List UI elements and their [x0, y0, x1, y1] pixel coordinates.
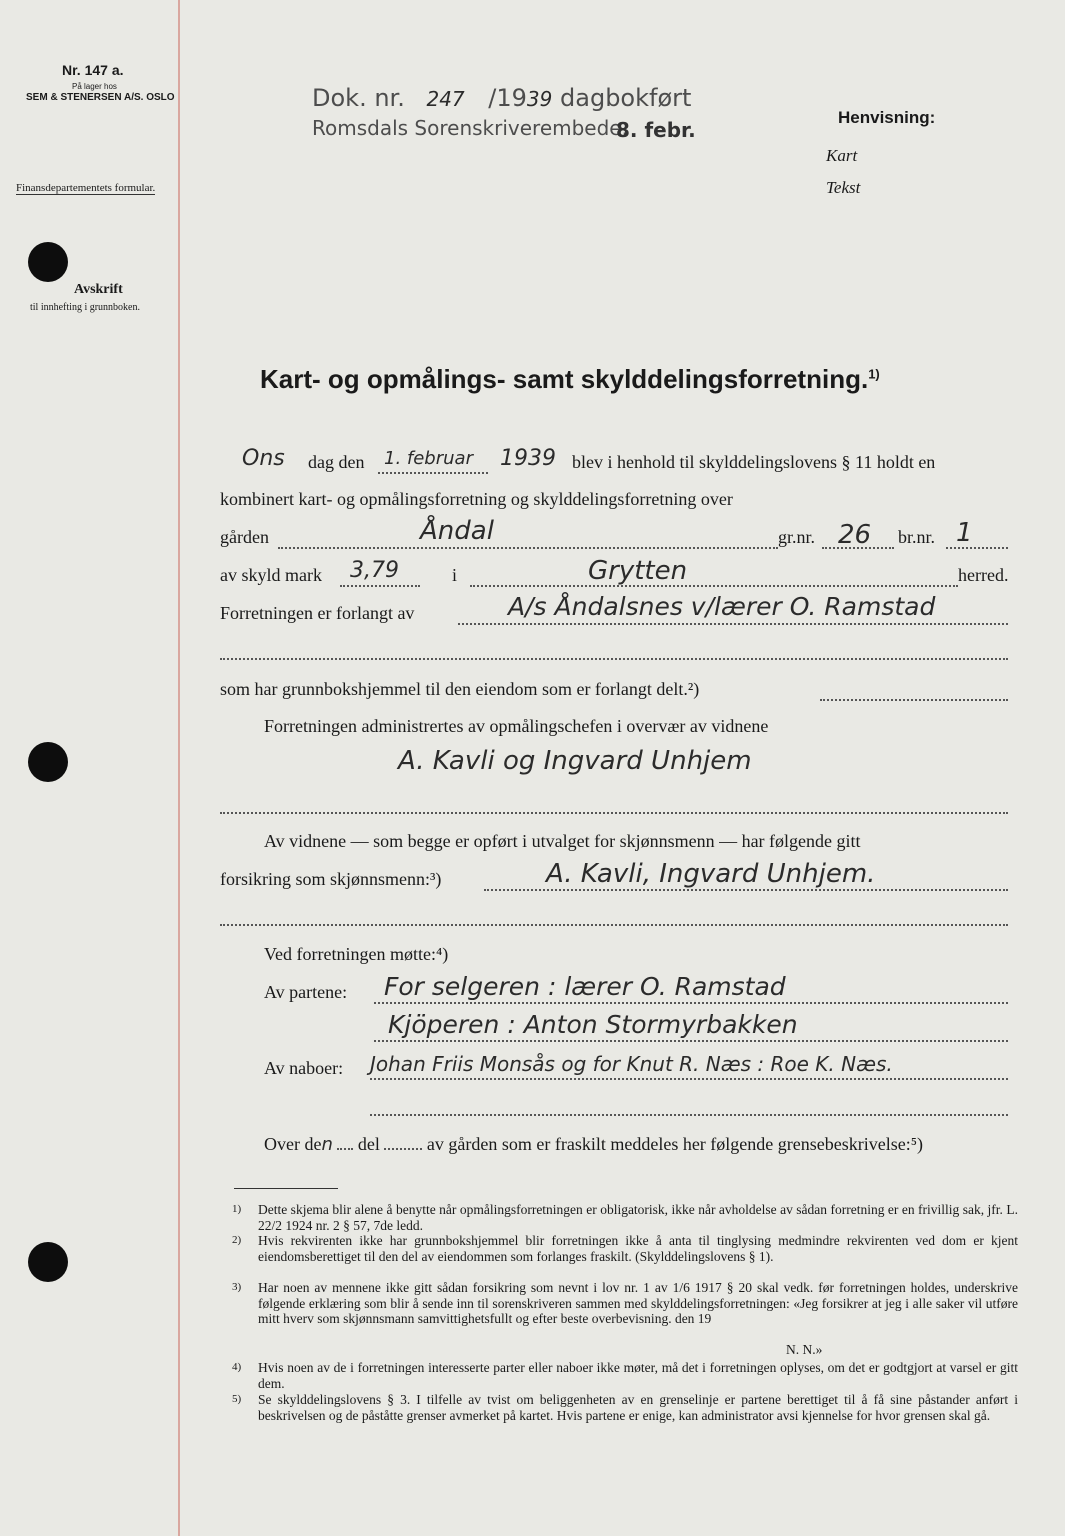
- forsikring-line2: [220, 924, 1008, 926]
- herred-label: herred.: [958, 565, 1009, 585]
- skyld-label: av skyld mark: [220, 565, 322, 585]
- over-del: del: [357, 1134, 380, 1154]
- footnote-1-text: Dette skjema blir alene å benytte når opmålingsforretningen er obligatorisk, ikke når avholdelse av sådan forretning er en frivillig sak, jfr. L. 22/2 1924 nr. 2 § 57, 7de ledd.: [258, 1202, 1018, 1233]
- copy-label: Avskrift: [74, 282, 123, 297]
- forsikring-hw: A. Kavli, Ingvard Unhjem.: [546, 859, 876, 889]
- garden-label: gården: [220, 527, 269, 547]
- punch-hole-bottom: [28, 1242, 68, 1282]
- document-title: [260, 364, 880, 395]
- forlangt-line2: [220, 658, 1008, 660]
- margin-line: [178, 0, 180, 1536]
- naboer-line2: [370, 1114, 1008, 1116]
- stamp-office: Romsdals Sorenskriverembede.: [312, 116, 628, 140]
- witnesses-hw: A. Kavli og Ingvard Unhjem: [398, 746, 752, 776]
- skyld-hw: 3,79: [350, 558, 399, 583]
- footnote-5-num: 5): [232, 1393, 242, 1405]
- grnr-label: gr.nr.: [778, 527, 816, 547]
- reference-label: Henvisning:: [838, 108, 936, 127]
- publisher-line1: På lager hos: [72, 82, 117, 91]
- stamp-year: 39: [526, 87, 553, 111]
- line2-text: kombinert kart- og opmålingsforretning og skylddelingsforretning over: [220, 489, 733, 509]
- skyld-line: [340, 585, 420, 587]
- footnote-2-text: Hvis rekvirenten ikke har grunnbokshjemmel blir forretningen ikke å anta til tinglysing medmindre rekvirenten ved dom er kjent eiendomsberettiget til den del av eiendommen som forlanges fraskilt. (Skylddelingslovens § 1).: [258, 1233, 1018, 1264]
- journal-stamp: [312, 84, 691, 112]
- mote-label: Ved forretningen møtte:⁴): [264, 944, 449, 964]
- footnote-4: [232, 1360, 1018, 1391]
- herred-line: [470, 585, 958, 587]
- copy-sub: til innhefting i grunnboken.: [30, 302, 140, 313]
- admin-text: Forretningen administrertes av opmålingschefen i overvær av vidnene: [264, 716, 769, 736]
- title-text: Kart- og opmålings- samt skylddelingsforretning.: [260, 364, 869, 394]
- hjemmel-text: som har grunnbokshjemmel til den eiendom som er forlangt delt.²): [220, 679, 700, 699]
- over-pre: Over de: [264, 1134, 322, 1154]
- garden-line: [278, 547, 778, 549]
- partene-line2: [374, 1040, 1008, 1042]
- herred-name-hw: Grytten: [588, 556, 688, 586]
- naboer-label: Av naboer:: [264, 1058, 344, 1078]
- footnote-4-text: Hvis noen av de i forretningen interesserte parter eller naboer ikke møter, må det i forretningen oplyses, om det er godtgjort at varsel er gitt dem.: [258, 1360, 1018, 1391]
- partene-line: [374, 1002, 1008, 1004]
- witnesses-line: [220, 812, 1008, 814]
- stamp-doc-label: Dok. nr.: [312, 84, 405, 112]
- footnote-2-num: 2): [232, 1234, 242, 1246]
- farm-name-hw: Åndal: [420, 516, 494, 546]
- date-hw: 1. februar: [384, 448, 473, 469]
- footnote-3-num: 3): [232, 1281, 242, 1293]
- weekday-hw: Ons: [242, 446, 285, 471]
- partene-hw1: For selgeren : lærer O. Ramstad: [384, 972, 786, 1001]
- line1-rest: blev i henhold til skylddelingslovens § 11 holdt en: [572, 452, 936, 472]
- over-rest: av gården som er fraskilt meddeles her følgende grensebeskrivelse:⁵): [426, 1134, 923, 1154]
- dag-den-label: dag den: [308, 452, 365, 472]
- footnote-3-signature: N. N.»: [786, 1342, 823, 1357]
- reference-tekst: Tekst: [826, 178, 861, 197]
- brnr-hw: 1: [956, 518, 973, 548]
- title-footnote-mark: 1): [868, 366, 880, 382]
- grnr-hw: 26: [838, 520, 872, 550]
- form-owner: Finansdepartementets formular.: [16, 182, 156, 194]
- reference-kart: Kart: [826, 146, 858, 165]
- stamp-date: 8. febr.: [616, 118, 696, 142]
- over-text: [264, 1134, 923, 1155]
- year-hw: 1939: [500, 446, 556, 471]
- footnote-3-text: Har noen av mennene ikke gitt sådan forsikring som nevnt i lov nr. 1 av 1/6 1917 § 20 skal vedk. før forretningen holdes, underskrive følgende erklæring som blir å sende inn til sorenskriveren sammen med skylddelingsforretningen: «Jeg forsikrer at jeg i alle saker vil utføre mitt hverv som skjønnsmann samvittighetsfullt og efter beste overbevisning. den 19: [258, 1280, 1018, 1326]
- naboer-line: [370, 1078, 1008, 1080]
- stamp-journal: dagbokført: [560, 84, 692, 112]
- form-number: Nr. 147 a.: [62, 62, 124, 78]
- over-hw: n: [321, 1134, 333, 1155]
- footnote-rule: [234, 1188, 338, 1189]
- hjemmel-line: [820, 699, 1008, 701]
- punch-hole-top: [28, 242, 68, 282]
- date-line: [378, 472, 488, 474]
- brnr-label: br.nr.: [898, 527, 936, 547]
- stamp-doc-no: 247: [426, 87, 465, 111]
- footnote-1: [232, 1202, 1018, 1233]
- forlangt-label: Forretningen er forlangt av: [220, 603, 415, 623]
- forsikring-label: forsikring som skjønnsmenn:³): [220, 869, 442, 889]
- footnote-2: [232, 1233, 1018, 1264]
- footnote-1-num: 1): [232, 1203, 242, 1215]
- forlangt-line: [458, 623, 1008, 625]
- footnote-5-text: Se skylddelingslovens § 3. I tilfelle av tvist om beliggenheten av en grenselinje er partene berettiget til å få sine påstander anført i beskrivelsen og de påståtte grenser avmerket på kartet. Hvis partene er enige, kan administrator avsi kjennelse for hvor grensen skal gå.: [258, 1392, 1018, 1423]
- forsikring-line: [484, 889, 1008, 891]
- footnote-3: [232, 1280, 1018, 1327]
- forlangt-hw: A/s Åndalsnes v/lærer O. Ramstad: [508, 592, 936, 621]
- footnote-5: [232, 1392, 1018, 1423]
- i-label: i: [452, 565, 458, 585]
- partene-label: Av partene:: [264, 982, 348, 1002]
- av-vidnene-text: Av vidnene — som begge er opført i utvalget for skjønnsmenn — har følgende gitt: [264, 831, 861, 851]
- stamp-slash-year: /19: [488, 84, 527, 112]
- naboer-hw: Johan Friis Monsås og for Knut R. Næs : Roe K. Næs.: [370, 1052, 893, 1076]
- partene-hw2: Kjöperen : Anton Stormyrbakken: [388, 1010, 798, 1039]
- publisher-line2: SEM & STENERSEN A/S. OSLO: [26, 92, 175, 103]
- punch-hole-middle: [28, 742, 68, 782]
- footnote-4-num: 4): [232, 1361, 242, 1373]
